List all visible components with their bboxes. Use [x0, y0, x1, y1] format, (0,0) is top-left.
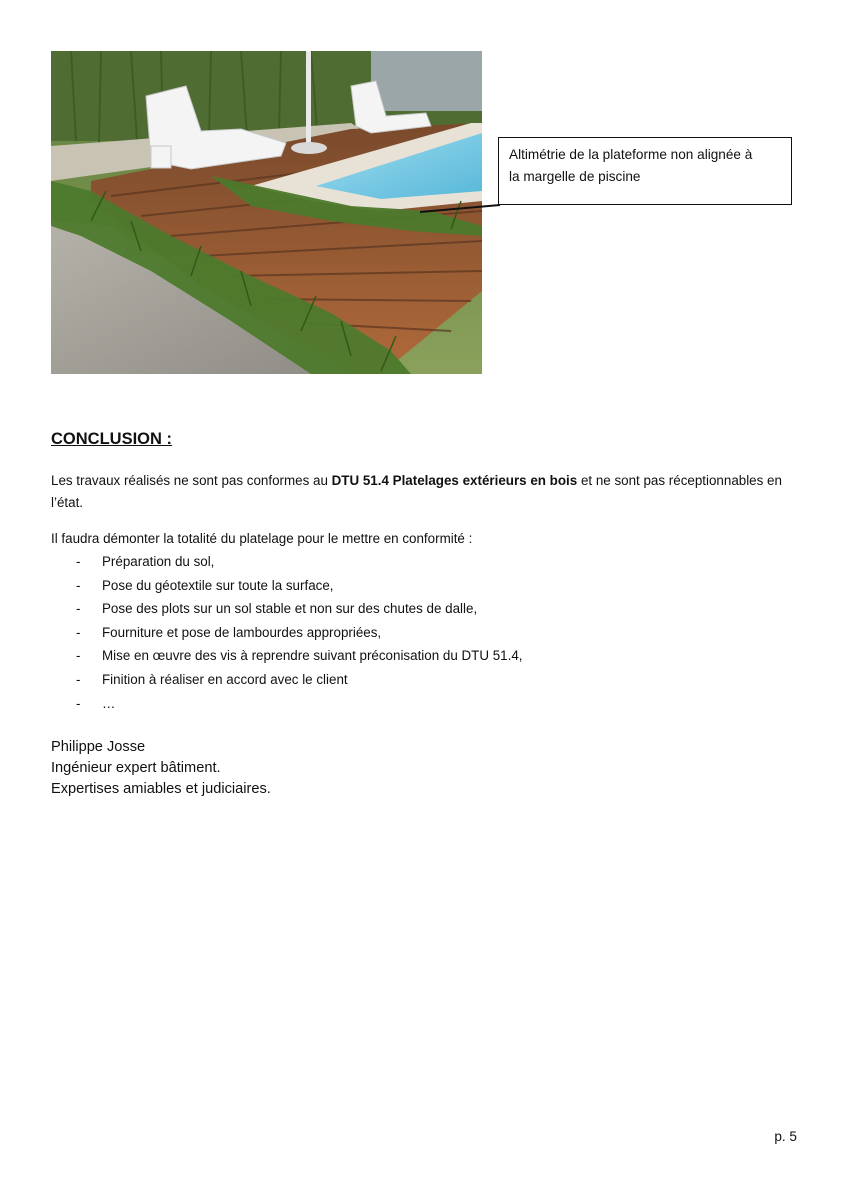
signature-block	[51, 737, 271, 800]
signature-name: Philippe Josse	[51, 739, 146, 755]
page-number: p. 5	[774, 1129, 797, 1144]
signature-services: Expertises amiables et judiciaires.	[51, 781, 271, 797]
deck-pool-photo	[51, 51, 482, 374]
conclusion-heading: CONCLUSION :	[51, 430, 172, 448]
conclusion-paragraph-1: Les travaux réalisés ne sont pas conformes au DTU 51.4 Platelages extérieurs en bois et ne sont pas réceptionnables en l’état.	[51, 473, 782, 510]
photo-callout-box	[498, 137, 792, 205]
signature-title: Ingénieur expert bâtiment.	[51, 760, 221, 776]
callout-line-1: Altimétrie de la plateforme non alignée à	[509, 147, 753, 162]
callout-line-2: la margelle de piscine	[509, 169, 641, 184]
conclusion-paragraph-2: Il faudra démonter la totalité du platelage pour le mettre en conformité :	[51, 531, 473, 546]
dtu-reference: DTU 51.4 Platelages extérieurs en bois	[331, 473, 578, 488]
